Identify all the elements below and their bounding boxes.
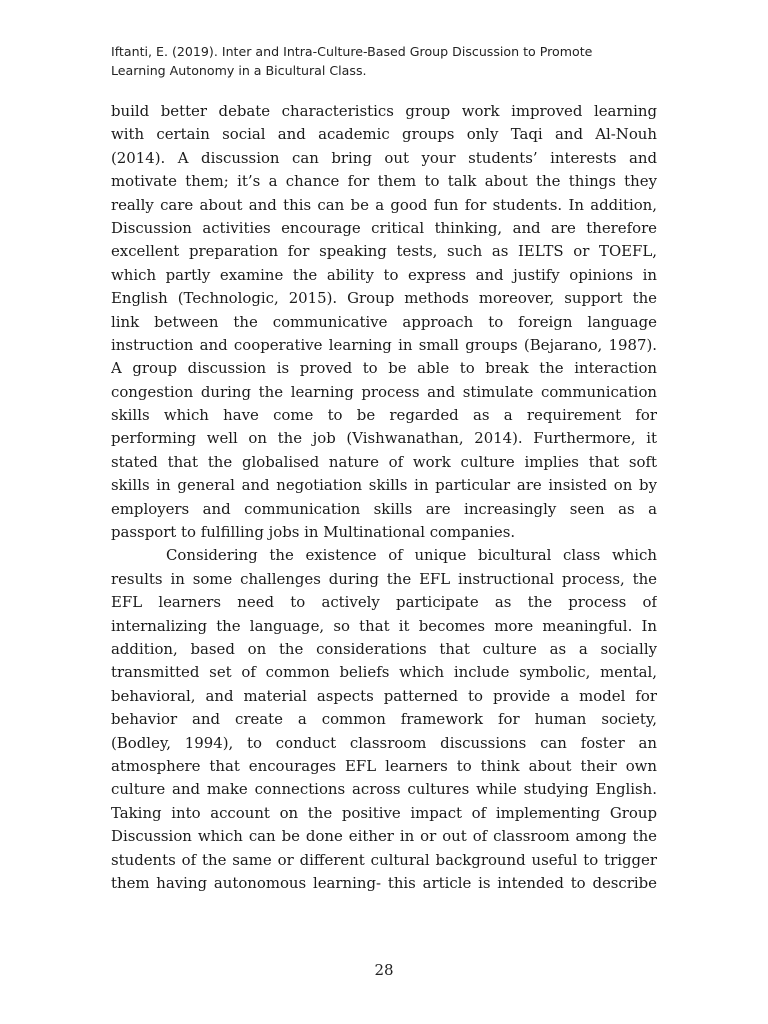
text-line: internalizing the language, so that it becomes more meaningful. In [111, 616, 657, 635]
text-line: English (Technologic, 2015). Group methods moreover, support the [111, 289, 657, 308]
text-line: behavior and create a common framework for human society, [111, 710, 657, 729]
citation-line-2: Learning Autonomy in a Bicultural Class. [111, 63, 367, 78]
citation-line-1: Iftanti, E. (2019). Inter and Intra-Culture-Based Group Discussion to Promote [111, 44, 593, 59]
text-line: Considering the existence of unique bicultural class which [166, 546, 657, 565]
text-line: stated that the globalised nature of work culture implies that soft [111, 452, 657, 471]
text-line: EFL learners need to actively participate as the process of [111, 593, 657, 612]
text-line: (Bodley, 1994), to conduct classroom discussions can foster an [111, 733, 657, 752]
text-line: with certain social and academic groups only Taqi and Al-Nouh [111, 125, 657, 144]
text-line: them having autonomous learning- this article is intended to describe [111, 873, 657, 892]
page-number: 28 [374, 961, 394, 979]
text-line: students of the same or different cultural background useful to trigger [111, 850, 657, 869]
text-line: Discussion which can be done either in or out of classroom among the [111, 827, 657, 846]
text-line: really care about and this can be a good fun for students. In addition, [111, 195, 657, 214]
text-line: Taking into account on the positive impact of implementing Group [111, 803, 657, 822]
text-line: which partly examine the ability to express and justify opinions in [111, 265, 657, 284]
text-line: skills in general and negotiation skills in particular are insisted on by [111, 476, 657, 495]
text-line: addition, based on the considerations that culture as a socially [111, 639, 657, 658]
text-line: instruction and cooperative learning in small groups (Bejarano, 1987). [111, 335, 657, 354]
text-line: performing well on the job (Vishwanathan, 2014). Furthermore, it [111, 429, 657, 448]
text-line: culture and make connections across cultures while studying English. [111, 780, 657, 799]
text-line: atmosphere that encourages EFL learners to think about their own [111, 756, 657, 775]
text-line: congestion during the learning process and stimulate communication [111, 382, 657, 401]
text-line: excellent preparation for speaking tests, such as IELTS or TOEFL, [111, 242, 657, 261]
text-line: transmitted set of common beliefs which include symbolic, mental, [111, 663, 657, 682]
text-line: A group discussion is proved to be able to break the interaction [111, 359, 657, 378]
text-line: results in some challenges during the EFL instructional process, the [111, 569, 657, 588]
text-line: employers and communication skills are increasingly seen as a [111, 499, 657, 518]
text-line: build better debate characteristics group work improved learning [111, 102, 657, 120]
text-line: passport to fulfilling jobs in Multinational companies. [111, 523, 516, 542]
text-line: skills which have come to be regarded as a requirement for [111, 406, 657, 425]
text-line: motivate them; it’s a chance for them to talk about the things they [111, 172, 657, 191]
body-text [111, 100, 657, 895]
text-line: (2014). A discussion can bring out your students’ interests and [111, 148, 657, 167]
text-line: Discussion activities encourage critical thinking, and are therefore [111, 218, 657, 237]
text-line: behavioral, and material aspects patterned to provide a model for [111, 686, 657, 705]
running-header [111, 42, 671, 80]
text-line: link between the communicative approach to foreign language [111, 312, 657, 331]
